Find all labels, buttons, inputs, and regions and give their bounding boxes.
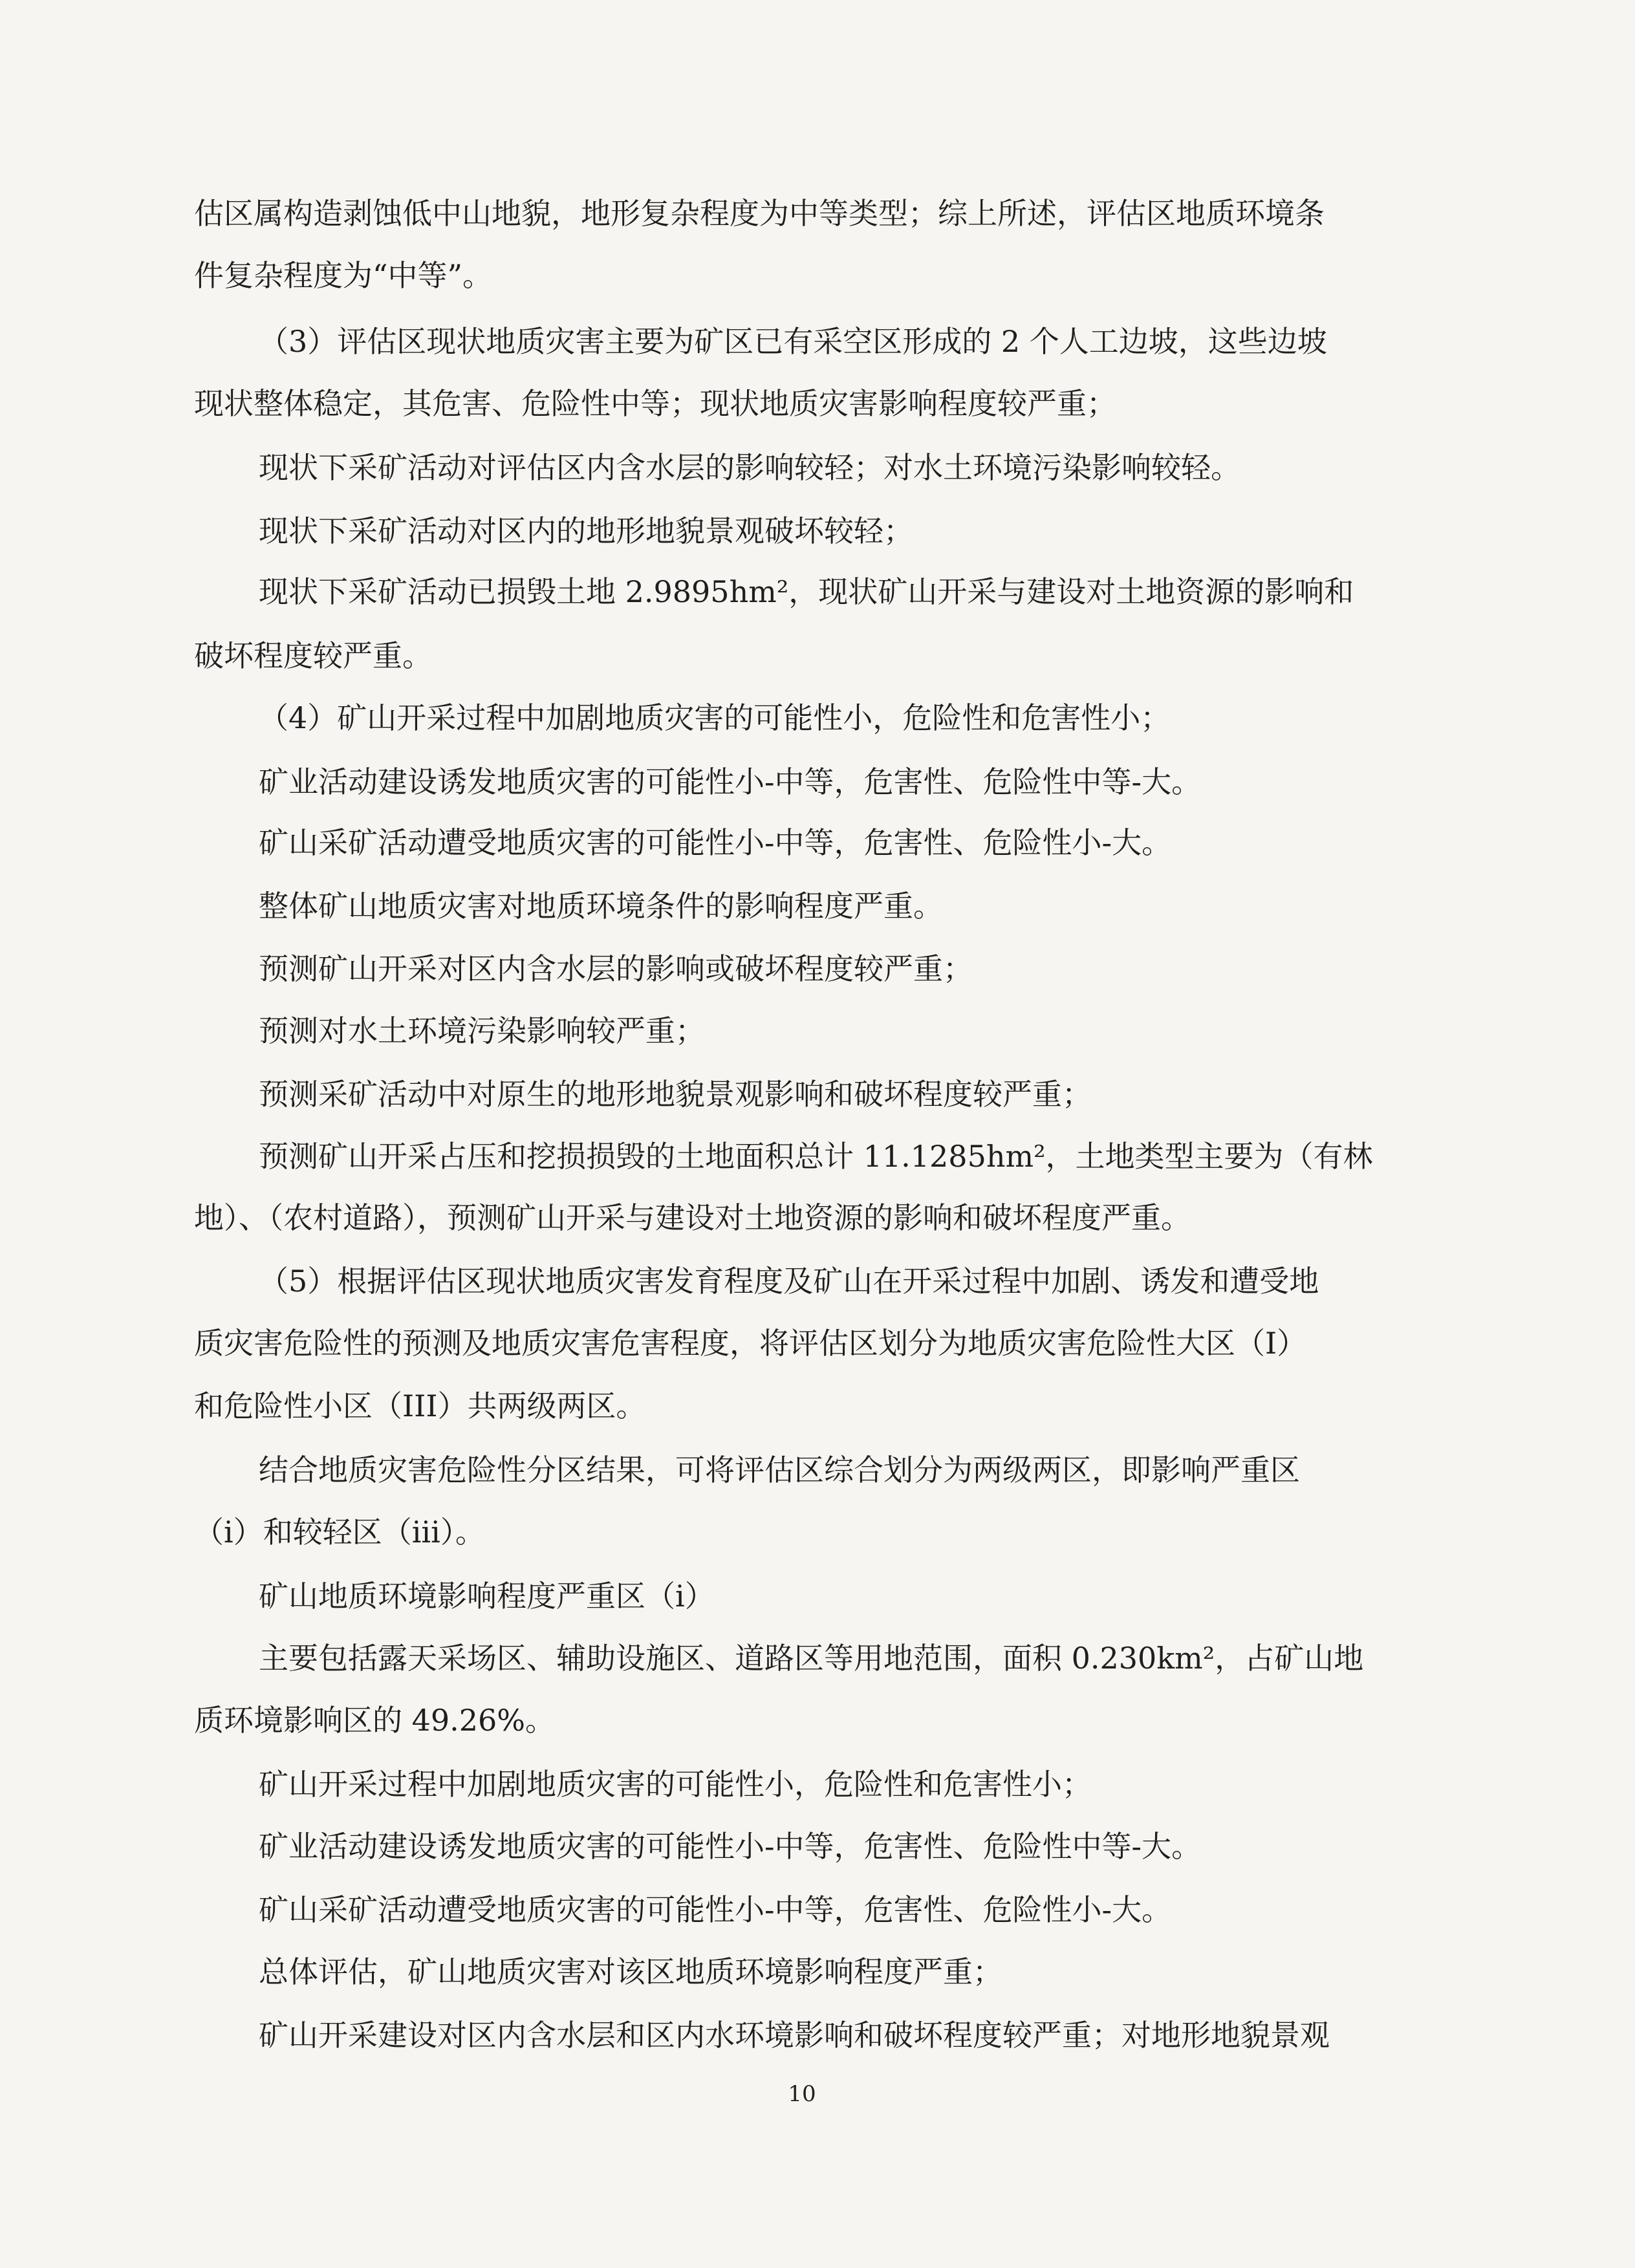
text-line: 预测矿山开采占压和挖损损毁的土地面积总计 11.1285hm²，土地类型主要为（有林 bbox=[259, 1139, 1373, 1174]
text-line: 质环境影响区的 49.26%。 bbox=[194, 1703, 556, 1738]
text-line: 预测矿山开采对区内含水层的影响或破坏程度较严重； bbox=[259, 951, 973, 986]
text-line: 预测采矿活动中对原生的地形地貌景观影响和破坏程度较严重； bbox=[259, 1077, 1092, 1112]
text-line: 件复杂程度为“中等”。 bbox=[194, 258, 493, 293]
text-line: 主要包括露天采场区、辅助设施区、道路区等用地范围，面积 0.230km²，占矿山地 bbox=[259, 1641, 1364, 1676]
text-line: （ⅰ）和较轻区（iii）。 bbox=[194, 1515, 485, 1550]
text-line: 现状下采矿活动对区内的地形地貌景观破坏较轻； bbox=[259, 513, 913, 548]
text-line: （3）评估区现状地质灾害主要为矿区已有采空区形成的 2 个人工边坡，这些边坡 bbox=[259, 324, 1327, 359]
text-line: 现状下采矿活动已损毁土地 2.9895hm²，现状矿山开采与建设对土地资源的影响和 bbox=[259, 574, 1354, 609]
text-line: 地）、（农村道路），预测矿山开采与建设对土地资源的影响和破坏程度严重。 bbox=[194, 1200, 1191, 1235]
text-line: 矿山采矿活动遭受地质灾害的可能性小-中等，危害性、危险性小-大。 bbox=[259, 825, 1172, 860]
text-line: 质灾害危险性的预测及地质灾害危害程度，将评估区划分为地质灾害危险性大区（Ⅰ） bbox=[194, 1326, 1307, 1361]
text-line: 矿业活动建设诱发地质灾害的可能性小-中等，危害性、危险性中等-大。 bbox=[259, 1829, 1202, 1864]
text-line: 现状下采矿活动对评估区内含水层的影响较轻；对水土环境污染影响较轻。 bbox=[259, 450, 1240, 485]
text-line: 矿业活动建设诱发地质灾害的可能性小-中等，危害性、危险性中等-大。 bbox=[259, 764, 1202, 799]
text-line: 破坏程度较严重。 bbox=[194, 638, 432, 673]
text-line: 预测对水土环境污染影响较严重； bbox=[259, 1013, 705, 1048]
text-line: 和危险性小区（III）共两级两区。 bbox=[194, 1388, 646, 1423]
page-number: 10 bbox=[788, 2081, 816, 2107]
text-line: 矿山采矿活动遭受地质灾害的可能性小-中等，危害性、危险性小-大。 bbox=[259, 1892, 1172, 1927]
text-line: （4）矿山开采过程中加剧地质灾害的可能性小，危险性和危害性小； bbox=[259, 700, 1171, 735]
text-line: 矿山开采过程中加剧地质灾害的可能性小，危险性和危害性小； bbox=[259, 1767, 1092, 1802]
text-line: 整体矿山地质灾害对地质环境条件的影响程度严重。 bbox=[259, 889, 943, 923]
text-line: 现状整体稳定，其危害、危险性中等；现状地质灾害影响程度较严重； bbox=[194, 386, 1116, 421]
text-line: 结合地质灾害危险性分区结果，可将评估区综合划分为两级两区，即影响严重区 bbox=[259, 1453, 1300, 1487]
text-line: （5）根据评估区现状地质灾害发育程度及矿山在开采过程中加剧、诱发和遭受地 bbox=[259, 1264, 1319, 1299]
text-line: 估区属构造剥蚀低中山地貌，地形复杂程度为中等类型；综上所述，评估区地质环境条 bbox=[194, 196, 1325, 231]
text-line: 矿山地质环境影响程度严重区（ⅰ） bbox=[259, 1579, 715, 1614]
text-line: 总体评估，矿山地质灾害对该区地质环境影响程度严重； bbox=[259, 1954, 1002, 1989]
text-line: 矿山开采建设对区内含水层和区内水环境影响和破坏程度较严重；对地形地貌景观 bbox=[259, 2018, 1330, 2053]
